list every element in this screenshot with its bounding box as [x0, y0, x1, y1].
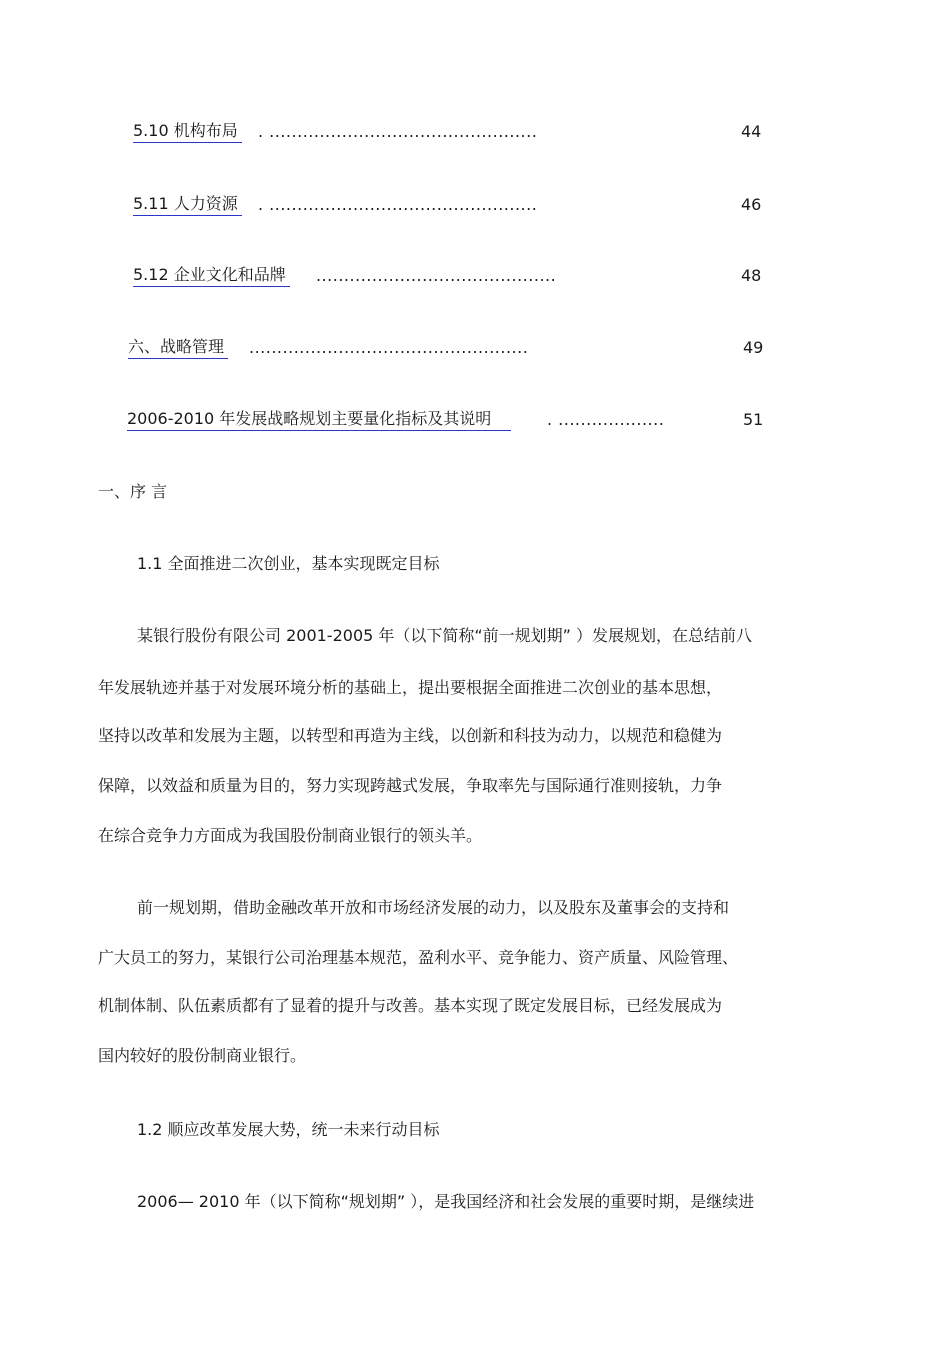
paragraph-line: 某银行股份有限公司 2001-2005 年（以下简称“前一规划期” ）发展规划，在总结前八 [137, 626, 753, 645]
toc-page-number: 51 [743, 410, 764, 429]
paragraph-line: 机制体制、队伍素质都有了显着的提升与改善。基本实现了既定发展目标，已经发展成为 [98, 996, 723, 1015]
toc-entry[interactable] [0, 193, 950, 217]
toc-entry[interactable] [0, 408, 950, 432]
subsection-heading: 1.2 顺应改革发展大势，统一未来行动目标 [137, 1120, 440, 1139]
toc-leader: . ................................................ [258, 122, 538, 141]
toc-leader: . ................... [547, 410, 665, 429]
section-heading: 一、序 言 [98, 482, 168, 501]
paragraph-line: 坚持以改革和发展为主题，以转型和再造为主线，以创新和科技为动力，以规范和稳健为 [98, 726, 723, 745]
toc-link[interactable]: 六、战略管理 [128, 336, 228, 359]
toc-entry[interactable] [0, 120, 950, 144]
toc-page-number: 44 [741, 122, 762, 141]
paragraph-line: 国内较好的股份制商业银行。 [98, 1046, 307, 1065]
toc-entry[interactable] [0, 336, 950, 360]
paragraph-line: 年发展轨迹并基于对发展环境分析的基础上，提出要根据全面推进二次创业的基本思想， [98, 678, 723, 697]
toc-link[interactable]: 5.10 机构布局 [133, 120, 242, 143]
toc-link[interactable]: 5.11 人力资源 [133, 193, 242, 216]
paragraph-line: 保障，以效益和质量为目的，努力实现跨越式发展，争取率先与国际通行准则接轨，力争 [98, 776, 723, 795]
paragraph-line: 广大员工的努力，某银行公司治理基本规范，盈利水平、竞争能力、资产质量、风险管理、 [98, 948, 739, 967]
paragraph-line: 前一规划期，借助金融改革开放和市场经济发展的动力，以及股东及董事会的支持和 [137, 898, 730, 917]
paragraph-line: 2006— 2010 年（以下简称“规划期” ），是我国经济和社会发展的重要时期，是继续进 [137, 1192, 755, 1211]
toc-page-number: 49 [743, 338, 764, 357]
toc-page-number: 48 [741, 266, 762, 285]
toc-leader: .................................................. [249, 338, 529, 357]
toc-link[interactable]: 2006-2010 年发展战略规划主要量化指标及其说明 [127, 408, 511, 431]
toc-entry[interactable] [0, 264, 950, 288]
subsection-heading: 1.1 全面推进二次创业，基本实现既定目标 [137, 554, 440, 573]
toc-leader: . ................................................ [258, 195, 538, 214]
toc-leader: ........................................... [316, 266, 557, 285]
paragraph-line: 在综合竞争力方面成为我国股份制商业银行的领头羊。 [98, 826, 483, 845]
toc-page-number: 46 [741, 195, 762, 214]
toc-link[interactable]: 5.12 企业文化和品牌 [133, 264, 290, 287]
